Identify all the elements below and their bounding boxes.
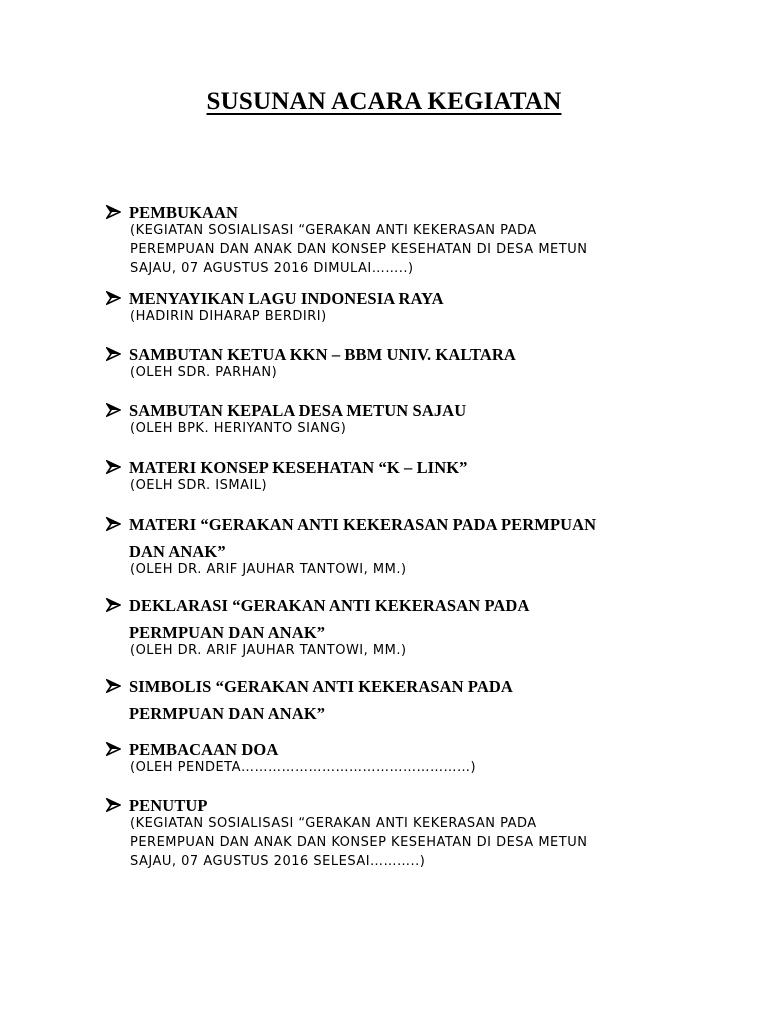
- arrowhead-bullet-icon: [106, 403, 121, 417]
- arrowhead-bullet-icon: [106, 460, 121, 474]
- arrowhead-bullet-icon: [106, 517, 121, 531]
- agenda-item-detail: (OLEH DR. ARIF JAUHAR TANTOWI, MM.): [130, 562, 407, 577]
- agenda-item-heading: PENUTUP: [129, 796, 208, 815]
- agenda-item-detail: PEREMPUAN DAN ANAK DAN KONSEP KESEHATAN DI DESA METUN: [130, 835, 588, 850]
- agenda-item-detail: (KEGIATAN SOSIALISASI “GERAKAN ANTI KEKERASAN PADA: [130, 816, 537, 831]
- arrowhead-bullet-icon: [106, 205, 121, 219]
- agenda-item-detail: SAJAU, 07 AGUSTUS 2016 DIMULAI……..): [130, 261, 414, 276]
- agenda-item: [106, 592, 706, 660]
- agenda-item-detail: PEREMPUAN DAN ANAK DAN KONSEP KESEHATAN DI DESA METUN: [130, 242, 588, 257]
- agenda-item-heading: MENYAYIKAN LAGU INDONESIA RAYA: [129, 289, 444, 308]
- document-title: SUSUNAN ACARA KEGIATAN: [206, 88, 562, 115]
- arrowhead-bullet-icon: [106, 291, 121, 305]
- agenda-item: [106, 736, 706, 777]
- agenda-item-detail: (OLEH DR. ARIF JAUHAR TANTOWI, MM.): [130, 643, 407, 658]
- agenda-item-heading: MATERI “GERAKAN ANTI KEKERASAN PADA PERMPUAN: [129, 515, 597, 534]
- agenda-item-detail: (OLEH PENDETA……………………………………………): [130, 760, 477, 775]
- agenda-item-heading: DAN ANAK”: [129, 542, 226, 561]
- agenda-item-detail: (OLEH BPK. HERIYANTO SIANG): [130, 421, 347, 436]
- agenda-item-heading: SIMBOLIS “GERAKAN ANTI KEKERASAN PADA: [129, 677, 513, 696]
- arrowhead-bullet-icon: [106, 798, 121, 812]
- agenda-item-heading: PERMPUAN DAN ANAK”: [129, 704, 326, 723]
- agenda-item-detail: (HADIRIN DIHARAP BERDIRI): [130, 309, 327, 324]
- agenda-item-heading: SAMBUTAN KEPALA DESA METUN SAJAU: [129, 401, 467, 420]
- agenda-item-detail: (OELH SDR. ISMAIL): [130, 478, 268, 493]
- agenda-item-heading: MATERI KONSEP KESEHATAN “K – LINK”: [129, 458, 468, 477]
- agenda-item-heading: PEMBUKAAN: [129, 203, 239, 222]
- agenda-item-detail: (KEGIATAN SOSIALISASI “GERAKAN ANTI KEKERASAN PADA: [130, 223, 537, 238]
- agenda-item: [106, 454, 706, 495]
- agenda-item: [106, 341, 706, 382]
- agenda-item-detail: (OLEH SDR. PARHAN): [130, 365, 278, 380]
- agenda-item-heading: PERMPUAN DAN ANAK”: [129, 623, 326, 642]
- agenda-item-heading: PEMBACAAN DOA: [129, 740, 279, 759]
- agenda-item-heading: SAMBUTAN KETUA KKN – BBM UNIV. KALTARA: [129, 345, 516, 364]
- agenda-item: [106, 397, 706, 438]
- agenda-item: [106, 199, 706, 278]
- arrowhead-bullet-icon: [106, 598, 121, 612]
- arrowhead-bullet-icon: [106, 742, 121, 756]
- agenda-item: [106, 673, 706, 727]
- agenda-item: [106, 285, 706, 326]
- arrowhead-bullet-icon: [106, 679, 121, 693]
- agenda-item: [106, 511, 706, 579]
- agenda-item-detail: SAJAU, 07 AGUSTUS 2016 SELESAI………..): [130, 854, 426, 869]
- agenda-item-heading: DEKLARASI “GERAKAN ANTI KEKERASAN PADA: [129, 596, 530, 615]
- arrowhead-bullet-icon: [106, 347, 121, 361]
- agenda-item: [106, 792, 706, 871]
